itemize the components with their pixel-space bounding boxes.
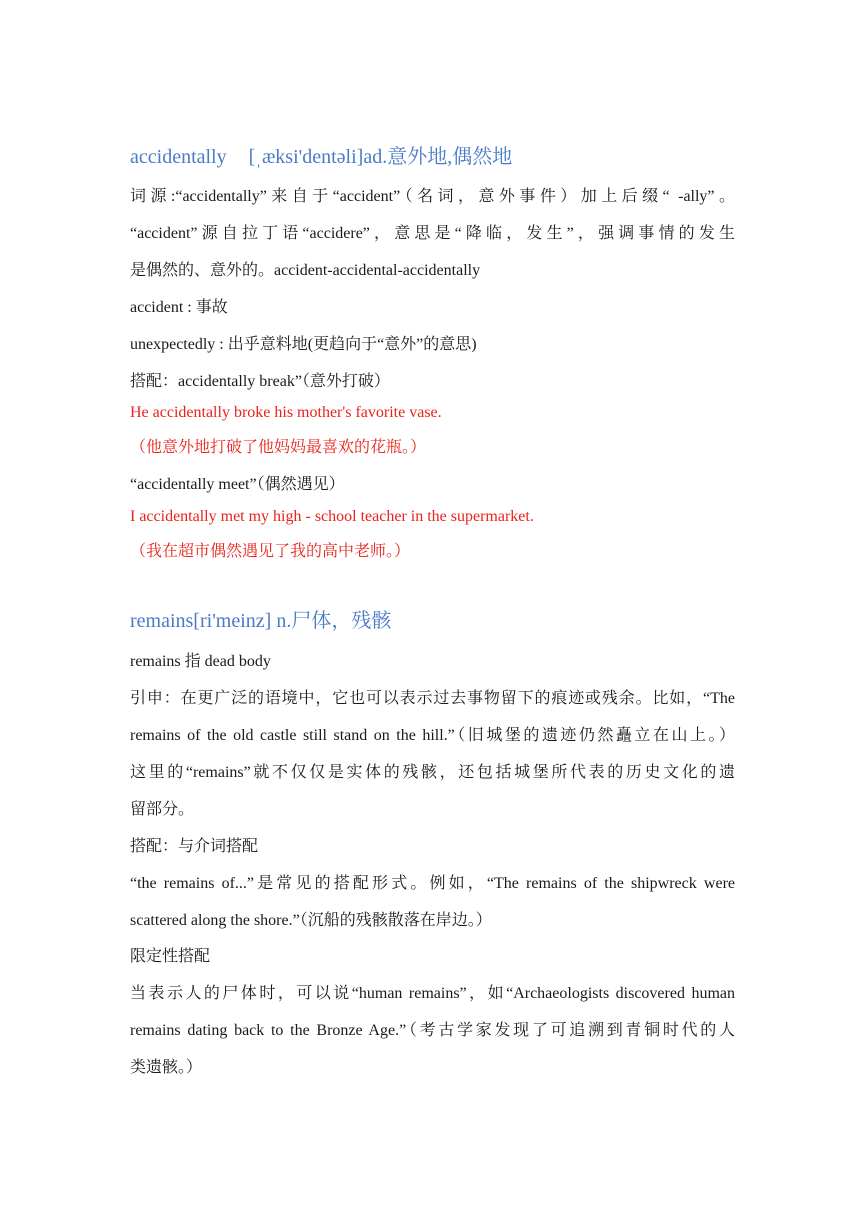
entry-heading-accidentally <box>130 140 512 169</box>
collocation-break: 搭配：accidentally break”（意外打破） <box>130 373 390 390</box>
restrictive-collocation-heading: 限定性搭配 <box>130 948 211 965</box>
collocation-meet: “accidentally meet”（偶然遇见） <box>130 476 345 493</box>
example-sentence-zh: （他意外地打破了他妈妈最喜欢的花瓶。） <box>130 439 427 456</box>
etymology-line-3: 是偶然的、意外的。accident-accidental-accidentally <box>130 262 481 279</box>
restrictive-line-2: remains dating back to the Bronze Age.”（考古学家发现了可追溯到青铜时代的人 <box>130 1022 735 1039</box>
collocation-line-2: scattered along the shore.”（沉船的残骸散落在岸边。） <box>130 912 492 929</box>
phonetic-and-meaning: [ˌæksi'dentəli]ad.意外地,偶然地 <box>248 146 513 168</box>
headword: accidentally <box>130 146 227 168</box>
restrictive-line-1: 当表示人的尸体时，可以说“human remains”，如“Archaeologists discovered human <box>130 985 735 1002</box>
definition-line: remains 指 dead body <box>130 653 271 670</box>
collocation-heading: 搭配：与介词搭配 <box>130 838 259 855</box>
synonym-unexpectedly: unexpectedly : 出乎意料地(更趋向于“意外”的意思) <box>130 336 477 353</box>
extension-line-4: 留部分。 <box>130 801 195 818</box>
example-sentence-en: He accidentally broke his mother's favorite vase. <box>130 404 442 421</box>
collocation-line-1: “the remains of...”是常见的搭配形式。例如，“The remains of the shipwreck were <box>130 875 735 892</box>
entry-heading-remains: remains[ri'meinz] n.尸体，残骸 <box>130 610 392 632</box>
restrictive-line-3: 类遗骸。） <box>130 1059 203 1076</box>
extension-line-2: remains of the old castle still stand on the hill.”（旧城堡的遗迹仍然矗立在山上。） <box>130 727 735 744</box>
etymology-line-2: “accident”源自拉丁语“accidere”，意思是“降临，发生”，强调事情的发生 <box>130 225 735 242</box>
example-sentence-zh: （我在超市偶然遇见了我的高中老师。） <box>130 543 411 560</box>
related-word-accident: accident : 事故 <box>130 299 228 316</box>
etymology-line-1: 词源:“accidentally”来自于“accident”（名词，意外事件）加上后缀“ -ally”。 <box>130 188 735 205</box>
example-sentence-en: I accidentally met my high - school teacher in the supermarket. <box>130 508 534 525</box>
extension-line-1: 引申：在更广泛的语境中，它也可以表示过去事物留下的痕迹或残余。比如，“The <box>130 690 735 707</box>
extension-line-3: 这里的“remains”就不仅仅是实体的残骸，还包括城堡所代表的历史文化的遗 <box>130 764 735 781</box>
